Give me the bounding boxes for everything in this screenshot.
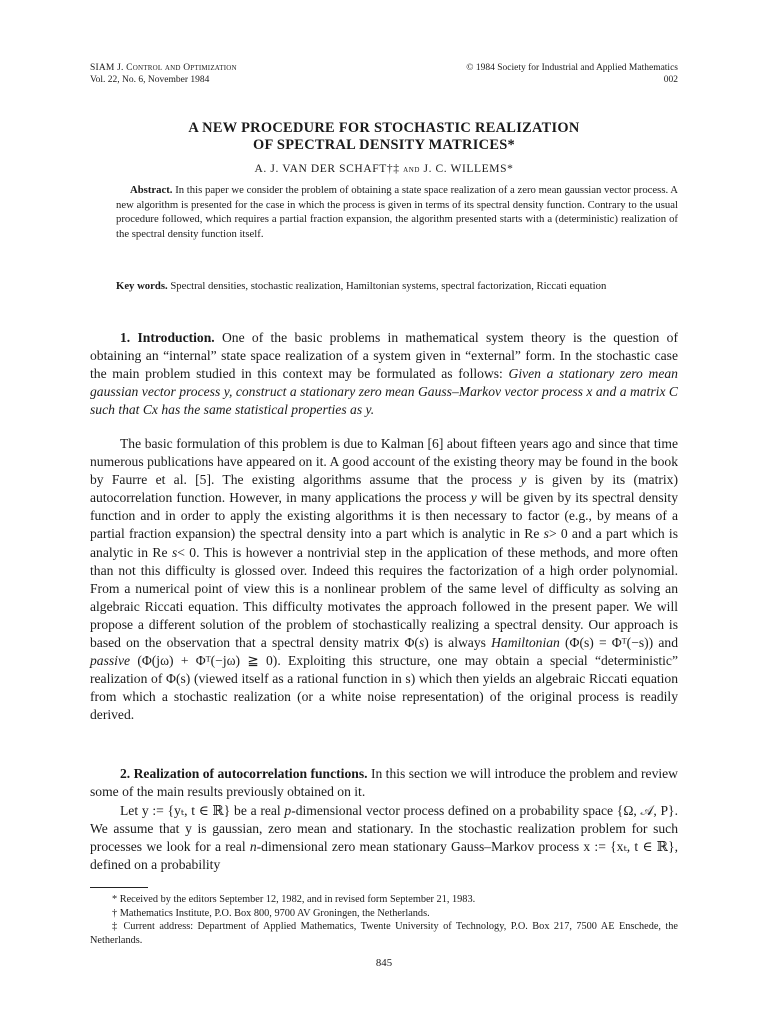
intro-paragraph-1 [90,329,678,419]
variable-n: n [249,839,257,855]
section-2-p2-part-a: Let y := {yₜ, t ∈ ℝ} be a real [120,803,281,818]
keywords [116,279,678,294]
intro-p2-part-g: (Φ(s) = Φᵀ(−s)) and [565,635,678,651]
section-2-paragraph-2 [90,802,678,874]
footnotes [90,893,678,947]
variable-s: s [543,526,549,542]
intro-p2-part-b: is given by its (matrix) autocorrelation function. However, in many applications the process [90,472,678,506]
copyright-line: © 1984 Society for Industrial and Applied Mathematics [466,63,678,73]
paper-title [90,120,678,154]
keywords-label: Key words. [116,280,168,292]
title-line-2: OF SPECTRAL DENSITY MATRICES* [252,137,516,153]
intro-p2-part-a: The basic formulation of this problem is due to Kalman [6] about fifteen years ago and since that time numerous publications have appeared on it. A good account of the existing theory may be found in the book by Faurre et al. [5]. The existing algorithms assume that the process [90,436,678,488]
intro-p1-text: One of the basic problems in mathematical system theory is the question of obtaining an “internal” state space realization of a system given in “external” form. In the stochastic case the main problem studied in this context may be formulated as follows: [90,330,678,382]
author-1: A. J. VAN DER SCHAFT†‡ [254,163,400,175]
section-2-p2-part-c: -dimensional zero mean stationary Gauss–Markov process x := {xₜ, t ∈ ℝ}, defined on a probability [90,839,678,873]
abstract [116,183,678,241]
intro-p1-italic: Given a stationary zero mean gaussian vector process y, construct a stationary zero mean Gauss–Markov vector process x and a matrix C such that Cx has the same statistical properties as y. [90,366,678,418]
title-line-1: A NEW PROCEDURE FOR STOCHASTIC REALIZATION [188,120,580,136]
intro-p2-part-f: ) is always [424,635,486,651]
journal-header [90,62,237,86]
section-2-heading: 2. Realization of autocorrelation functions. [120,766,368,781]
journal-volume: Vol. 22, No. 6, November 1984 [90,75,210,85]
intro-p2-part-c: will be given by its spectral density function and in order to apply the existing algorithms it is then necessary to factor (e.g., by means of a partial fraction expansion) the spectral density into a part which is analytic in Re [90,490,678,542]
article-code: 002 [663,75,678,85]
intro-p2-part-e: < 0. This is however a nontrivial step in the application of these methods, and more often than not this difficulty is glossed over. Indeed this requires the factorization of a high order polynomial. From a numerical point of view this is a nonlinear problem of the same level of difficulty as solving an algebraic Riccati equation. This difficulty motivates the approach followed in the present paper. We will propose a different solution of the problem of stochastically realizing a spectral density. Our approach is based on the observation that a spectral density matrix Φ( [90,544,678,651]
author-conjunction: and [403,164,421,175]
page-number: 845 [375,957,393,969]
copyright-header [466,62,678,86]
author-line [90,163,678,175]
intro-p2-part-h: (Φ(jω) + Φᵀ(−jω) ≧ 0). Exploiting this structure, one may obtain a special “deterministic” realization of Φ(s) (viewed itself as a rational function in s) which then yields an algebraic Riccati equation from which a stochastic realization (or a white noise representation) of the original process is readily derived. [90,653,678,723]
intro-p2-part-d: > 0 and a part which is analytic in Re [90,526,679,560]
variable-p: p [284,803,292,818]
section-2-p2-part-b: -dimensional vector process defined on a probability space {Ω, 𝒜, P}. We assume that y is gaussian, zero mean and stationary. In the stochastic realization problem for such processes we look for a real [90,803,678,855]
footnote-received: * Received by the editors September 12, 1982, and in revised form September 21, 1983. [112,894,476,905]
footnote-divider [90,887,148,888]
abstract-text: In this paper we consider the problem of obtaining a state space realization of a zero mean gaussian vector process. A new algorithm is presented for the case in which the process is given in terms of its spectral density function. Contrary to the usual procedure followed, which requires a partial fraction expansion, the algorithm presented starts with a (deterministic) realization of the spectral density function itself. [116,184,679,240]
variable-y: y [520,472,527,488]
section-2-paragraph-1 [90,765,678,801]
footnote-current-address: ‡ Current address: Department of Applied Mathematics, Twente University of Technology, P.O. Box 217, 7500 AE Enschede, the Netherlands. [90,921,678,946]
variable-s: s [418,635,425,651]
variable-s: s [171,544,178,560]
author-2: J. C. WILLEMS* [423,163,514,175]
keywords-text: Spectral densities, stochastic realization, Hamiltonian systems, spectral factorization, Riccati equation [170,280,607,292]
intro-paragraph-2 [90,435,678,725]
footnote-affiliation: † Mathematics Institute, P.O. Box 800, 9700 AV Groningen, the Netherlands. [112,907,430,919]
section-1-heading: 1. Introduction. [120,330,215,345]
journal-name: SIAM J. Control and Optimization [90,63,237,73]
term-passive: passive [90,653,131,669]
abstract-label: Abstract. [130,184,173,196]
variable-y: y [470,490,477,506]
section-2-p1-text: In this section we will introduce the problem and review some of the main results previously obtained on it. [90,766,678,800]
term-hamiltonian: Hamiltonian [491,635,560,651]
